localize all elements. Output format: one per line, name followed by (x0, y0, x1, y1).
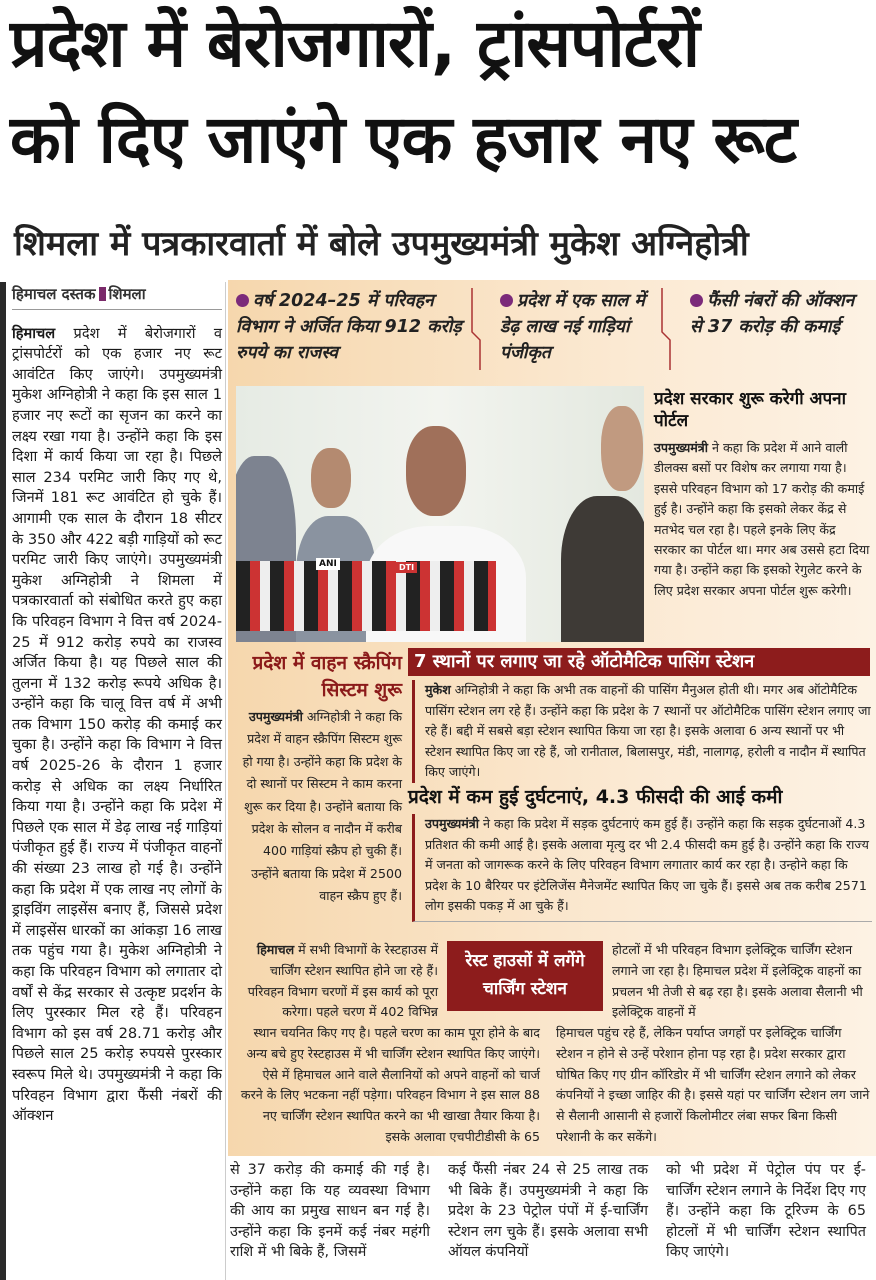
highlight-text: वर्ष 2024–25 में परिवहन विभाग ने अर्जित किया 912 करोड़ रुपये का राजस्व (236, 291, 462, 363)
lead-word: उपमुख्यमंत्री (654, 440, 709, 455)
story-body: में सभी विभागों के रेस्टहाउस में चार्जिंग स्टेशन स्थापित होने जा रहे हैं। परिवहन विभाग चरणों में इस कार्य को पूरा करेगा। पहले चरण में 402 विभिन्न (247, 942, 438, 1020)
bullet-icon (690, 294, 703, 307)
face (601, 406, 643, 491)
passing-station-text (412, 680, 872, 783)
zigzag-divider (660, 288, 672, 370)
press-conference-photo (236, 386, 644, 642)
story-body: प्रदेश में बेरोजगारों व ट्रांसपोर्टरों को एक हजार नए रूट आवंटित किए जाएंगे। उपमुख्यमंत्री मुकेश अग्निहोत्री ने कहा कि इस साल 1 हजार नए रूटों का सृजन का करने का लक्ष्य रखा गया है। उन्होंने कहा कि इस दिशा में कार्य किया जा रहा है। पिछले साल 234 परमिट जारी किए गए थे, जिनमें 181 रूट आवंटित हो चुके हैं। आगामी एक साल के दौरान 18 सीटर के 350 और 422 बड़ी गाड़ियों को रूट परमिट जारी किए जाएंगे। उपमुख्यमंत्री मुकेश अग्निहोत्री ने शिमला में पत्रकारवार्ता को संबोधित करते हुए कहा कि परिवहन विभाग ने वित्त वर्ष 2024-25 में 912 करोड़ रुपये का राजस्व अर्जित किया है। यह पिछले साल की तुलना में 132 करोड़ रूपये अधिक है। उन्होंने कहा कि चालू वित्त वर्ष में अभी तक विभाग 150 करोड़ की कमाई कर चुका है। उन्होंने कहा कि विभाग ने वित्त वर्ष 2025-26 के दौरान 1 हजार करोड़ से अधिक का लक्ष्य निर्धारित किया गया है। उन्होंने कहा कि प्रदेश में पिछले एक साल में डेढ़ लाख नई गाड़ियां पंजीकृत हुई हैं। राज्य में पंजीकृत वाहनों की संख्या 23 लाख हो गई है। उन्होंने कहा कि प्रदेश में एक लाख नए लोगों के ड्राइविंग लाइसेंस बनाए हैं, जिससे प्रदेश में लाइसेंस धारकों का आंकड़ा 16 लाख तक पहुंच गया है। मुकेश अग्निहोत्री ने कहा कि परिवहन विभाग को लगातार दो वर्षों से केंद्र सरकार से उत्कृष्ट प्रदर्शन के लिए पुरस्कार मिल रहे हैं। परिवहन विभाग को इस वर्ष 28.71 करोड़ और पिछले साल 25 करोड़ रुपयसे पुरस्कार स्वरूप मिले थे। उपमुख्यमंत्री ने कहा कि परिवहन विभाग द्वारा फैंसी नंबरों की ऑक्शन (12, 324, 222, 1125)
story-body: ने कहा कि प्रदेश में आने वाली डीलक्स बसों पर विशेष कर लगाया गया है। इससे परिवहन विभाग को 17 करोड़ की कमाई हुई है। उन्होंने कहा कि इसको लेकर केंद्र से मतभेद चल रहा है। पहले इनके लिए केंद्र सरकार का पोर्टल था। मगर अब उससे हटा दिया गया है। उन्होंने कहा कि इसको रेगुलेट करने के लिए प्रदेश सरकार अपना पोर्टल शुरू करेगी। (654, 440, 870, 598)
resthouse-text-4: हिमाचल पहुंच रहे हैं, लेकिन पर्याप्त जगहों पर इलेक्ट्रिक चार्जिंग स्टेशन न होने से उन्हें परेशान होना पड़ रहा है। प्रदेश सरकार द्वारा घोषित किए गए ग्रीन कॉरिडोर में भी चार्जिंग स्टेशन लगाने को लेकर कंपनियों ने इच्छा जाहिर की है। इससे यहां पर चार्जिंग स्टेशन लग जाने से सैलानी आसानी से हजारों किलोमीटर लंबा सफर बिना किसी परेशानी के कर सकेंगे। (556, 1025, 870, 1144)
passing-station-title: 7 स्थानों पर लगाए जा रहे ऑटोमैटिक पासिंग स्टेशन (408, 648, 870, 676)
headline-line-2: को दिए जाएंगे एक हजार नए रूट (10, 101, 796, 178)
lead-word: उपमुख्यमंत्री (425, 816, 480, 831)
main-story-text (12, 324, 222, 1127)
highlight-1 (236, 288, 466, 366)
highlight-2 (500, 288, 650, 366)
face (311, 448, 351, 508)
person-right (561, 496, 644, 642)
lead-word: हिमाचल (12, 324, 56, 342)
column-divider (225, 282, 226, 1280)
story-body: ने कहा कि प्रदेश में सड़क दुर्घटनाएं कम हुई हैं। उन्होंने कहा कि सड़क दुर्घटनाओं 4.3 प्रतिशत की कमी आई है। इसके अलावा मृत्यु दर भी 2.4 फीसदी कम हुई है। उन्होंने कहा कि राज्य में जनता को जागरूक करने के लिए परिवहन विभाग लगातार कार्य कर रहा है। उन्होने कहा कि प्रदेश के 10 बैरियर पर इंटेलिजेंस मैनेजमेंट स्थापित किए जा चुके हैं। इससे अब तक करीब 2571 लोग इसकी पकड़ में आ चुके हैं। (425, 816, 869, 914)
byline (12, 284, 222, 310)
square-separator-icon (99, 287, 106, 301)
speaker-face (406, 426, 466, 516)
highlight-3 (690, 288, 870, 340)
resthouse-text-2: स्थान चयनित किए गए है। पहले चरण का काम पूरा होने के बाद अन्य बचे हुए रेस्टहाउस में भी चार्जिंग स्टेशन स्थापित किए जाएंगे। ऐसे में हिमाचल आने वाले सैलानियों को अपने वाहनों को चार्ज करने के लिए भटकना नहीं पड़ेगा। परिवहन विभाग ने इस साल 88 नए चार्जिंग स्टेशन स्थापित करने का भी खाखा तैयार किया है। इसके अलावा एचपीटीडीसी के 65 (240, 1025, 540, 1144)
byline-source: हिमाचल दस्तक (12, 285, 96, 303)
mic-label: DTI (396, 562, 417, 573)
bottom-column-1: से 37 करोड़ की कमाई की गई है। उन्होंने कहा कि यह व्यवस्था विभाग की आय का प्रमुख साधन बन गई है। उन्होंने कहा कि इनमें कई नंबर महंगी राशि में भी बिके हैं, जिसमें (230, 1162, 430, 1261)
subheadline: शिमला में पत्रकारवार्ता में बोले उपमुख्यमंत्री मुकेश अग्निहोत्री (14, 224, 749, 264)
byline-place: शिमला (108, 285, 146, 303)
resthouse-text-1 (238, 940, 438, 1023)
highlight-text: प्रदेश में एक साल में डेढ़ लाख नई गाड़ियां पंजीकृत (500, 291, 645, 363)
scrapping-title: प्रदेश में वाहन स्क्रैपिंग सिस्टम शुरू (252, 652, 402, 701)
zigzag-divider (470, 288, 482, 370)
lead-word: मुकेश (425, 682, 451, 697)
portal-story (654, 388, 870, 601)
mic-label: ANI (316, 558, 340, 570)
headline-line-1: प्रदेश में बेरोजगारों, ट्रांसपोर्टरों (10, 5, 699, 82)
lead-word: उपमुख्यमंत्री (248, 709, 303, 724)
bottom-column-2: कई फैंसी नंबर 24 से 25 लाख तक भी बिके हैं। उपमुख्यमंत्री ने कहा कि प्रदेश के 23 पेट्रोल पंपों में ई-चार्जिंग स्टेशन लग चुके हैं। इसके अलावा सभी ऑयल कंपनियों (448, 1162, 648, 1261)
main-story-column (12, 284, 222, 1127)
bullet-icon (236, 294, 249, 307)
microphones (236, 561, 496, 631)
scrapping-story (236, 650, 402, 908)
left-edge-bar (0, 282, 6, 1280)
portal-title: प्रदेश सरकार शुरू करेगी अपना पोर्टल (654, 389, 847, 431)
highlight-text: फैंसी नंबरों की ऑक्शन से 37 करोड़ की कमाई (690, 291, 855, 337)
story-body: अग्निहोत्री ने कहा कि प्रदेश में वाहन स्क्रैपिंग सिस्टम शुरू हो गया है। उन्होंने कहा कि प्रदेश के दो स्थानों पर सिस्टम ने काम करना शुरू कर दिया है। उन्होंने बताया कि प्रदेश के सोलन व नादौन में करीब 400 गाड़ियां स्क्रैप हो चुकी हैं। उन्होंने बताया कि प्रदेश में 2500 वाहन स्क्रैप हुए हैं। (242, 709, 402, 904)
bottom-column-3: को भी प्रदेश में पेट्रोल पंप पर ई-चार्जिंग स्टेशन लगाने के निर्देश दिए गए हैं। उन्होंने कहा कि टूरिज्म के 65 होटलों में भी चार्जिंग स्टेशन स्थापित किए जाएंगे। (666, 1162, 866, 1261)
resthouse-text-3: होटलों में भी परिवहन विभाग इलेक्ट्रिक चार्जिंग स्टेशन लगाने जा रहा है। हिमाचल प्रदेश में इलेक्ट्रिक वाहनों का प्रचलन भी तेजी से बढ़ रहा है। इसके अलावा सैलानी भी इलेक्ट्रिक वाहनों में (612, 942, 863, 1020)
story-body: अग्निहोत्री ने कहा कि अभी तक वाहनों की पासिंग मैनुअल होती थी। मगर अब ऑटोमैटिक पासिंग स्टेशन लग रहे हैं। उन्होंने कहा कि प्रदेश के 7 स्थानों पर ऑटोमैटिक पासिंग स्टेशन लगाए जा रहे हैं। बद्दी में सबसे बड़ा स्टेशन स्थापित किया जा रहा है। इसके अलावा 6 अन्य स्थानों पर भी स्टेशन स्थापित किए जा रहे हैं, जो रानीताल, बिलासपुर, मंडी, नालागढ़, हरोली व नादौन में स्थापित किए जाएंगे। (425, 682, 871, 780)
lead-word: हिमाचल (256, 942, 295, 957)
accidents-text (412, 814, 872, 922)
resthouse-title: रेस्ट हाउसों में लगेंगे चार्जिंग स्टेशन (447, 941, 603, 1011)
portal-text (654, 438, 870, 601)
bullet-icon (500, 294, 513, 307)
accidents-title: प्रदेश में कम हुई दुर्घटनाएं, 4.3 फीसदी की आई कमी (408, 786, 783, 808)
scrapping-text (236, 706, 402, 908)
